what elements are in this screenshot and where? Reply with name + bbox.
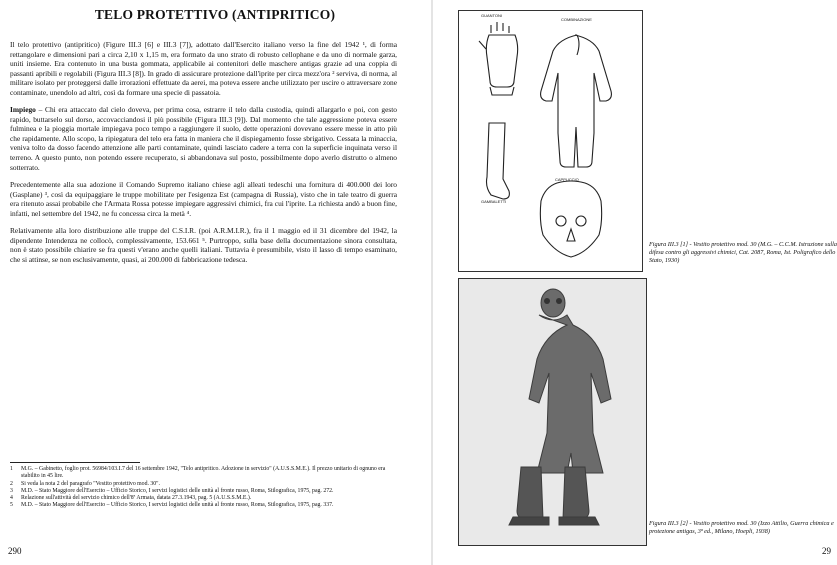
footnotes [10, 466, 397, 510]
paragraph-1: Il telo protettivo (antipritico) (Figure III.3 [6] e III.3 [7]), adottato dall'Esercito italiano verso la fine del 1942 ¹, di forma rettangolare e dimensioni pari a circa 2,10 x 1,15 m, era formato da uno strato di robusto cellophane e da uno di normale garza, uniti insieme. Era contenuto in una busta gommata, applicabile ai contenitori delle maschere antigas grazie ad una coppia di passanti apribili e regolabili (Figura III.3 [8]). In grado di assicurare protezione dall'iprite per circa mezz'ora ² serviva, di norma, al militare isolato per proteggersi dalle irrorazioni effettuate da aerei, ma poteva essere anche utilizzato per uscire o attraversare zone contaminate, unendolo ad altri, così da formare una specie di passatoia. [10, 40, 397, 97]
caption-figure-1: Figura III.3 [1] - Vestito protettivo mod. 30 (M.G. – C.C.M. Istruzione sulla difesa contro gli aggressivi chimici, Cat. 2087, Roma, Ist. Poligrafico dello Stato, 1930) [649, 241, 837, 264]
paragraph-4: Relativamente alla loro distribuzione alle truppe del C.S.I.R. (poi A.R.M.I.R.), fra il 1 maggio ed il 31 dicembre del 1942, la dipendente Intendenza ne collocò, complessivamente, 153.661 ⁵. Purtroppo, sulla base della documentazione sinora consultata, non è stato possibile chiarire se fra questi v'erano anche quelli italiani. Tuttavia è presumibile, visto il lasso di tempo esaminato, che si attinse, se non esclusivamente, quasi, ai 200.000 di fabbricazione tedesca. [10, 226, 397, 264]
footnote-text: M.G. – Gabinetto, foglio prot. 56984/103.I.7 del 16 settembre 1942, "Telo antipritico. Adozione in servizio" (A.U.S.S.M.E.). Il prezzo unitario di ognuno era stabilito in 45 lire. [21, 466, 386, 480]
section-title: TELO PROTETTIVO (ANTIPRITICO) [94, 7, 336, 22]
footnote-rule [10, 462, 140, 463]
footnote-text: M.D. – Stato Maggiore dell'Esercito – Ufficio Storico, I servizi logistici delle unità al fronte russo, Roma, Stilografica, 1975, pag. 272. [21, 487, 334, 494]
caption-figure-2: Figura III.3 [2] - Vestito protettivo mod. 30 (Izzo Attilio, Guerra chimica e protezione antigas, 3ª ed., Milano, Hoepli, 1938) [649, 520, 834, 535]
label-hood: CAPPUCCIO [555, 177, 579, 182]
soldier-in-protective-suit-photo [459, 279, 646, 545]
protective-suit-drawing [459, 11, 642, 271]
footnote-text: Si veda la nota 2 del paragrafo "Vestito protettivo mod. 30". [21, 480, 160, 487]
footnote-number: 3 [10, 487, 13, 494]
label-gloves: GUANTONI [481, 13, 503, 18]
footnote-text: Relazione sull'attività del servizio chimico dell'8ª Armata, datata 27.3.1943, pag. 5 (A.U.S.S.M.E.). [21, 495, 252, 502]
page-number-left: 290 [8, 546, 22, 556]
paragraph-2 [10, 105, 397, 172]
footnote-number: 2 [10, 480, 13, 487]
footnote [10, 481, 397, 488]
footnote [10, 466, 397, 481]
footnote-number: 4 [10, 495, 13, 502]
figure-photo [458, 278, 647, 546]
label-boot: GAMBALETTI [481, 199, 507, 204]
label-suit: COMBINAZIONE [561, 17, 592, 22]
paragraph-2-text: – Chi era attaccato dal cielo doveva, per prima cosa, estrarre il telo dalla custodia, quindi allargarlo e poi, con gesto rapido, buttarselo sul dorso, accovacciandosi il più possibile (Figura III.3 [9]). Dal momento che tale aggressione poteva essere fulminea e la pioggia mortale impiegava poco tempo a raggiungere il suolo, dette operazioni dovevano essere messe in atto più che rapidamente. Allo scopo, la ripiegatura del telo era fatta in maniera che il dispiegamento fosse sbrigativo. Cessata la minaccia, veniva tolto da dosso facendo attenzione alle parti contaminate, quindi lasciato cadere a terra con la superficie inquinata verso il terreno. A questo punto, non potendo essere recuperato, si abbandonava sul posto, possibilmente dopo averlo distrutto o almeno sotterrato. [10, 105, 397, 172]
figure-technical-drawing [458, 10, 643, 272]
right-page [433, 0, 837, 565]
page-number-right: 29 [822, 546, 831, 556]
footnote-number: 5 [10, 502, 13, 509]
paragraph-2-label: Impiego [10, 105, 36, 115]
body-text [10, 40, 397, 272]
footnote-text: M.D. – Stato Maggiore dell'Esercito – Ufficio Storico, I servizi logistici delle unità al fronte russo, Roma, Stilografica, 1975, pag. 337. [21, 502, 334, 509]
footnote-number: 1 [10, 466, 13, 472]
paragraph-3: Precedentemente alla sua adozione il Comando Supremo italiano chiese agli alleati tedeschi una fornitura di 400.000 dei loro (Gasplane) ³, così da equipaggiare le truppe mobilitate per l'esigenza Est (campagna di Russia), visto che in tale teatro di guerra era ritenuto assai probabile che l'Armata Rossa potesse impiegare aggressivi chimici, fra cui l'iprite. La richiesta andò a buon fine, infatti, nel settembre del 1942, ne fu concessa circa la metà ⁴. [10, 180, 397, 218]
footnote [10, 502, 397, 509]
